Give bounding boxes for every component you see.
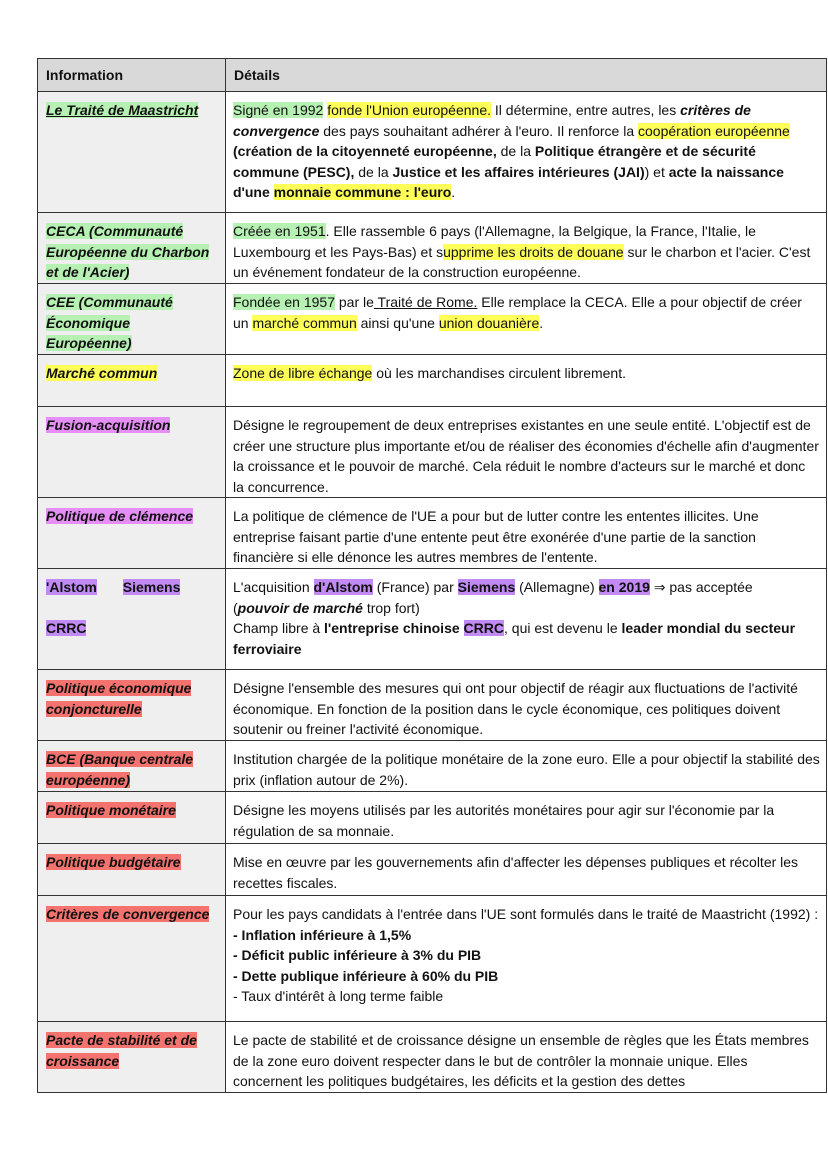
highlight-text: d'Alstom bbox=[313, 579, 373, 595]
details-cell bbox=[226, 407, 827, 498]
term-label-siemens: Siemens bbox=[122, 579, 181, 595]
underlined-text: Traité de Rome. bbox=[373, 294, 478, 310]
text: . bbox=[539, 314, 544, 331]
text: Elle remplace la CECA. Elle a pour objectif de créer un bbox=[233, 294, 802, 331]
text: de la bbox=[496, 143, 535, 159]
text: ainsi qu'une bbox=[356, 314, 439, 331]
term-cell bbox=[38, 741, 226, 792]
highlight-text: union douanière bbox=[438, 314, 540, 331]
text: L'acquisition bbox=[233, 579, 314, 595]
details-cell bbox=[226, 741, 827, 792]
table-row bbox=[38, 355, 827, 407]
text: ) et bbox=[644, 163, 669, 180]
text: Il détermine, entre autres, les bbox=[491, 102, 681, 118]
bold-text: l'entreprise chinoise bbox=[324, 620, 460, 636]
text bbox=[460, 620, 464, 636]
text: . Elle rassemble 6 pays (l'Allemagne, la Belgique, la France, l'Italie, le Luxembourg et les Pays-Bas) et s bbox=[233, 223, 756, 260]
header-details: Détails bbox=[226, 59, 827, 92]
text: Désigne les moyens utilisés par les autorités monétaires pour agir sur l'économie par la régulation de sa monnaie. bbox=[233, 802, 775, 839]
details-cell bbox=[226, 355, 827, 407]
details-cell bbox=[226, 569, 827, 670]
table-row bbox=[38, 670, 827, 741]
details-cell bbox=[226, 92, 827, 213]
text: ( bbox=[233, 599, 238, 616]
term-label-alstom: 'Alstom bbox=[46, 579, 97, 595]
term-label: Politique de clémence bbox=[46, 508, 194, 524]
highlight-text: Signé en 1992 bbox=[233, 102, 324, 118]
term-label: CEE (Communauté Économique Européenne) bbox=[46, 294, 173, 351]
table-row bbox=[38, 569, 827, 670]
text: trop fort) bbox=[362, 599, 420, 616]
text: où les marchandises circulent librement. bbox=[372, 365, 626, 381]
table-row bbox=[38, 896, 827, 1022]
details-cell bbox=[226, 670, 827, 741]
text: ⇒ pas acceptée bbox=[649, 579, 753, 595]
details-cell bbox=[226, 1022, 827, 1093]
highlight-text: Fondée en 1957 bbox=[233, 294, 335, 310]
highlight-text: fonde l'Union européenne. bbox=[327, 102, 492, 118]
table-row bbox=[38, 213, 827, 284]
text: par le bbox=[334, 294, 374, 310]
text: sur le charbon et l'acier. C'est un événement fondateur de la construction européenne. bbox=[233, 243, 811, 280]
bold-text: - Déficit public inférieure à 3% du PIB bbox=[233, 947, 482, 963]
term-cell bbox=[38, 896, 226, 1022]
highlight-text: marché commun bbox=[252, 314, 357, 331]
term-cell bbox=[38, 1022, 226, 1093]
table-row bbox=[38, 498, 827, 569]
bold-text: Politique étrangère et de sécurité commune (PESC), bbox=[233, 143, 756, 180]
details-cell bbox=[226, 498, 827, 569]
term-cell bbox=[38, 213, 226, 284]
highlight-text: coopération européenne bbox=[638, 122, 790, 139]
text: Champ libre à bbox=[233, 620, 325, 636]
term-label: BCE (Banque centrale européenne) bbox=[46, 751, 194, 788]
term-cell bbox=[38, 670, 226, 741]
term-label: Fusion-acquisition bbox=[46, 417, 171, 433]
spacer bbox=[46, 598, 219, 618]
term-cell bbox=[38, 792, 226, 844]
bold-text: (création de la citoyenneté européenne, bbox=[233, 143, 497, 159]
header-information: Information bbox=[38, 59, 226, 92]
text: Désigne l'ensemble des mesures qui ont pour objectif de réagir aux fluctuations de l'activité économique. En fonction de la position dans le cycle économique, ces politiques doivent soutenir ou freiner l'activité économique. bbox=[233, 680, 798, 737]
details-cell bbox=[226, 284, 827, 355]
term-label: Pacte de stabilité et de croissance bbox=[46, 1032, 197, 1069]
highlight-text: upprime les droits de douane bbox=[443, 243, 624, 260]
highlight-text: Siemens bbox=[457, 579, 516, 595]
term-cell bbox=[38, 569, 226, 670]
bold-text: - Dette publique inférieure à 60% du PIB bbox=[233, 967, 499, 984]
highlight-text: Zone de libre échange bbox=[233, 365, 373, 381]
details-cell bbox=[226, 213, 827, 284]
text: (France) par bbox=[372, 579, 458, 595]
table-row bbox=[38, 844, 827, 896]
table-row bbox=[38, 741, 827, 792]
details-cell bbox=[226, 896, 827, 1022]
term-label-crrc: CRRC bbox=[46, 619, 87, 636]
text: Mise en œuvre par les gouvernements afin d'affecter les dépenses publiques et récolter les recettes fiscales. bbox=[233, 854, 799, 891]
details-cell bbox=[226, 844, 827, 896]
term-cell bbox=[38, 92, 226, 213]
term-label: Politique budgétaire bbox=[46, 854, 181, 870]
text: - Taux d'intérêt à long terme faible bbox=[233, 988, 444, 1004]
table-row bbox=[38, 1022, 827, 1093]
text: . bbox=[451, 184, 456, 200]
header-row bbox=[38, 59, 827, 92]
details-cell bbox=[226, 792, 827, 844]
text: Le pacte de stabilité et de croissance désigne un ensemble de règles que les États membres de la zone euro doivent respecter dans le but de contrôler la monnaie unique. Elles concernent les politiques budgétaires, les déficits et la gestion des dettes bbox=[233, 1032, 809, 1089]
term-label: Marché commun bbox=[46, 365, 158, 381]
term-label: CECA (Communauté Européenne du Charbon et de l'Acier) bbox=[46, 223, 210, 280]
table-row bbox=[38, 792, 827, 844]
text: de la bbox=[354, 163, 393, 180]
bold-text: leader mondial du secteur ferroviaire bbox=[233, 620, 796, 657]
term-label: Le Traité de Maastricht bbox=[46, 102, 199, 118]
term-cell bbox=[38, 284, 226, 355]
highlight-text: monnaie commune : l'euro bbox=[273, 184, 452, 200]
emphasis-text: critères de convergence bbox=[233, 102, 751, 139]
term-cell bbox=[38, 844, 226, 896]
term-cell bbox=[38, 498, 226, 569]
bold-text: acte la naissance d'une bbox=[233, 163, 784, 200]
text: (Allemagne) bbox=[515, 579, 599, 595]
text: Pour les pays candidats à l'entrée dans l'UE sont formulés dans le traité de Maastricht (1992) : bbox=[233, 906, 819, 922]
table-row bbox=[38, 284, 827, 355]
bold-text: - Inflation inférieure à 1,5% bbox=[233, 926, 412, 943]
term-cell bbox=[38, 355, 226, 407]
table-row bbox=[38, 92, 827, 213]
term-label: Critères de convergence bbox=[46, 906, 210, 922]
highlight-text: en 2019 bbox=[598, 579, 650, 595]
bold-text: Justice et les affaires intérieures (JAI) bbox=[392, 163, 645, 180]
term-label: Politique monétaire bbox=[46, 802, 176, 818]
highlight-text: CRRC bbox=[463, 620, 504, 636]
table-row bbox=[38, 407, 827, 498]
glossary-table bbox=[37, 58, 827, 1093]
text: des pays souhaitant adhérer à l'euro. Il renforce la bbox=[319, 122, 639, 139]
text: La politique de clémence de l'UE a pour but de lutter contre les ententes illicites. Une entreprise faisant partie d'une entente peut être exonérée d'une partie de la sanction financière si elle dénonce les autres membres de l'entente. bbox=[233, 508, 759, 565]
text: Désigne le regroupement de deux entreprises existantes en une seule entité. L'objectif est de créer une structure plus importante et/ou de réaliser des économies d'échelle afin d'augmenter la croissance et le pouvoir de marché. Cela réduit le nombre d'acteurs sur le marché et donc la concurrence. bbox=[233, 417, 819, 495]
text: Institution chargée de la politique monétaire de la zone euro. Elle a pour objectif la stabilité des prix (inflation autour de 2%). bbox=[233, 751, 820, 788]
highlight-text: Créée en 1951 bbox=[233, 223, 326, 239]
term-label: Politique économique conjoncturelle bbox=[46, 680, 192, 717]
text: , qui est devenu le bbox=[504, 620, 622, 636]
emphasis-text: pouvoir de marché bbox=[237, 599, 363, 616]
term-cell bbox=[38, 407, 226, 498]
